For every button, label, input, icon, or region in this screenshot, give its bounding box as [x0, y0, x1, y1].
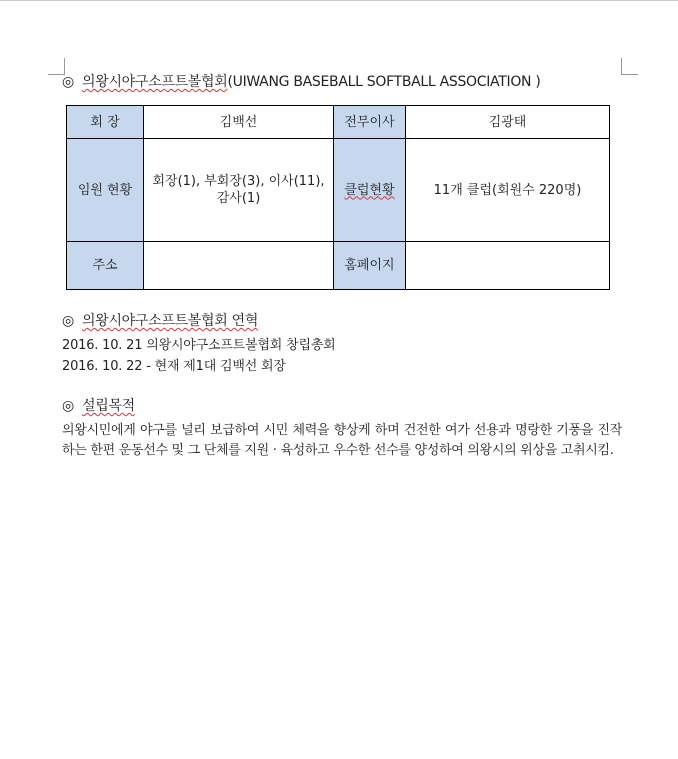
purpose-heading: ◎ 설립목적: [62, 398, 135, 414]
table-row: [67, 106, 610, 139]
margin-corner-top-right: [621, 58, 638, 75]
table-row: [67, 139, 610, 242]
history-line-1: 2016. 10. 21 의왕시야구소프트볼협회 창립총회: [62, 338, 336, 353]
table-row: [67, 242, 610, 290]
value-officers: 회장(1), 부회장(3), 이사(11), 감사(1): [144, 139, 334, 242]
history-line-2: 2016. 10. 22 - 현재 제1대 김백선 회장: [62, 359, 286, 374]
value-clubs: 11개 클럽(회원수 220명): [406, 139, 610, 242]
circle-mark-icon: ◎: [62, 74, 74, 90]
document-title: [62, 73, 541, 91]
circle-mark-icon: ◎: [62, 313, 74, 329]
value-executive-director: 김광태: [406, 106, 610, 139]
history-heading: ◎ 의왕시야구소프트볼협회 연혁: [62, 313, 259, 329]
label-homepage: 홈페이지: [334, 242, 406, 290]
title-english: (UIWANG BASEBALL SOFTBALL ASSOCIATION ): [227, 74, 541, 90]
circle-mark-icon: ◎: [62, 398, 74, 414]
label-chairman: 회 장: [67, 106, 144, 139]
value-address: [144, 242, 334, 290]
purpose-body: 의왕시민에게 야구를 널리 보급하여 시민 체력을 향상케 하며 건전한 여가 선용과 명랑한 기풍을 진작하는 한편 운동선수 및 그 단체를 지원 · 육성하고 우수한 선수를 양성하여 의왕시의 위상을 고취시킴.: [62, 423, 622, 458]
title-korean: 의왕시야구소프트볼협회: [82, 74, 228, 90]
value-homepage: [406, 242, 610, 290]
label-clubs: 클럽현황: [334, 139, 406, 242]
window-top-border: [0, 0, 678, 1]
label-officers: 임원 현황: [67, 139, 144, 242]
label-address: 주소: [67, 242, 144, 290]
value-chairman: 김백선: [144, 106, 334, 139]
label-executive-director: 전무이사: [334, 106, 406, 139]
association-info-table: [66, 105, 610, 290]
